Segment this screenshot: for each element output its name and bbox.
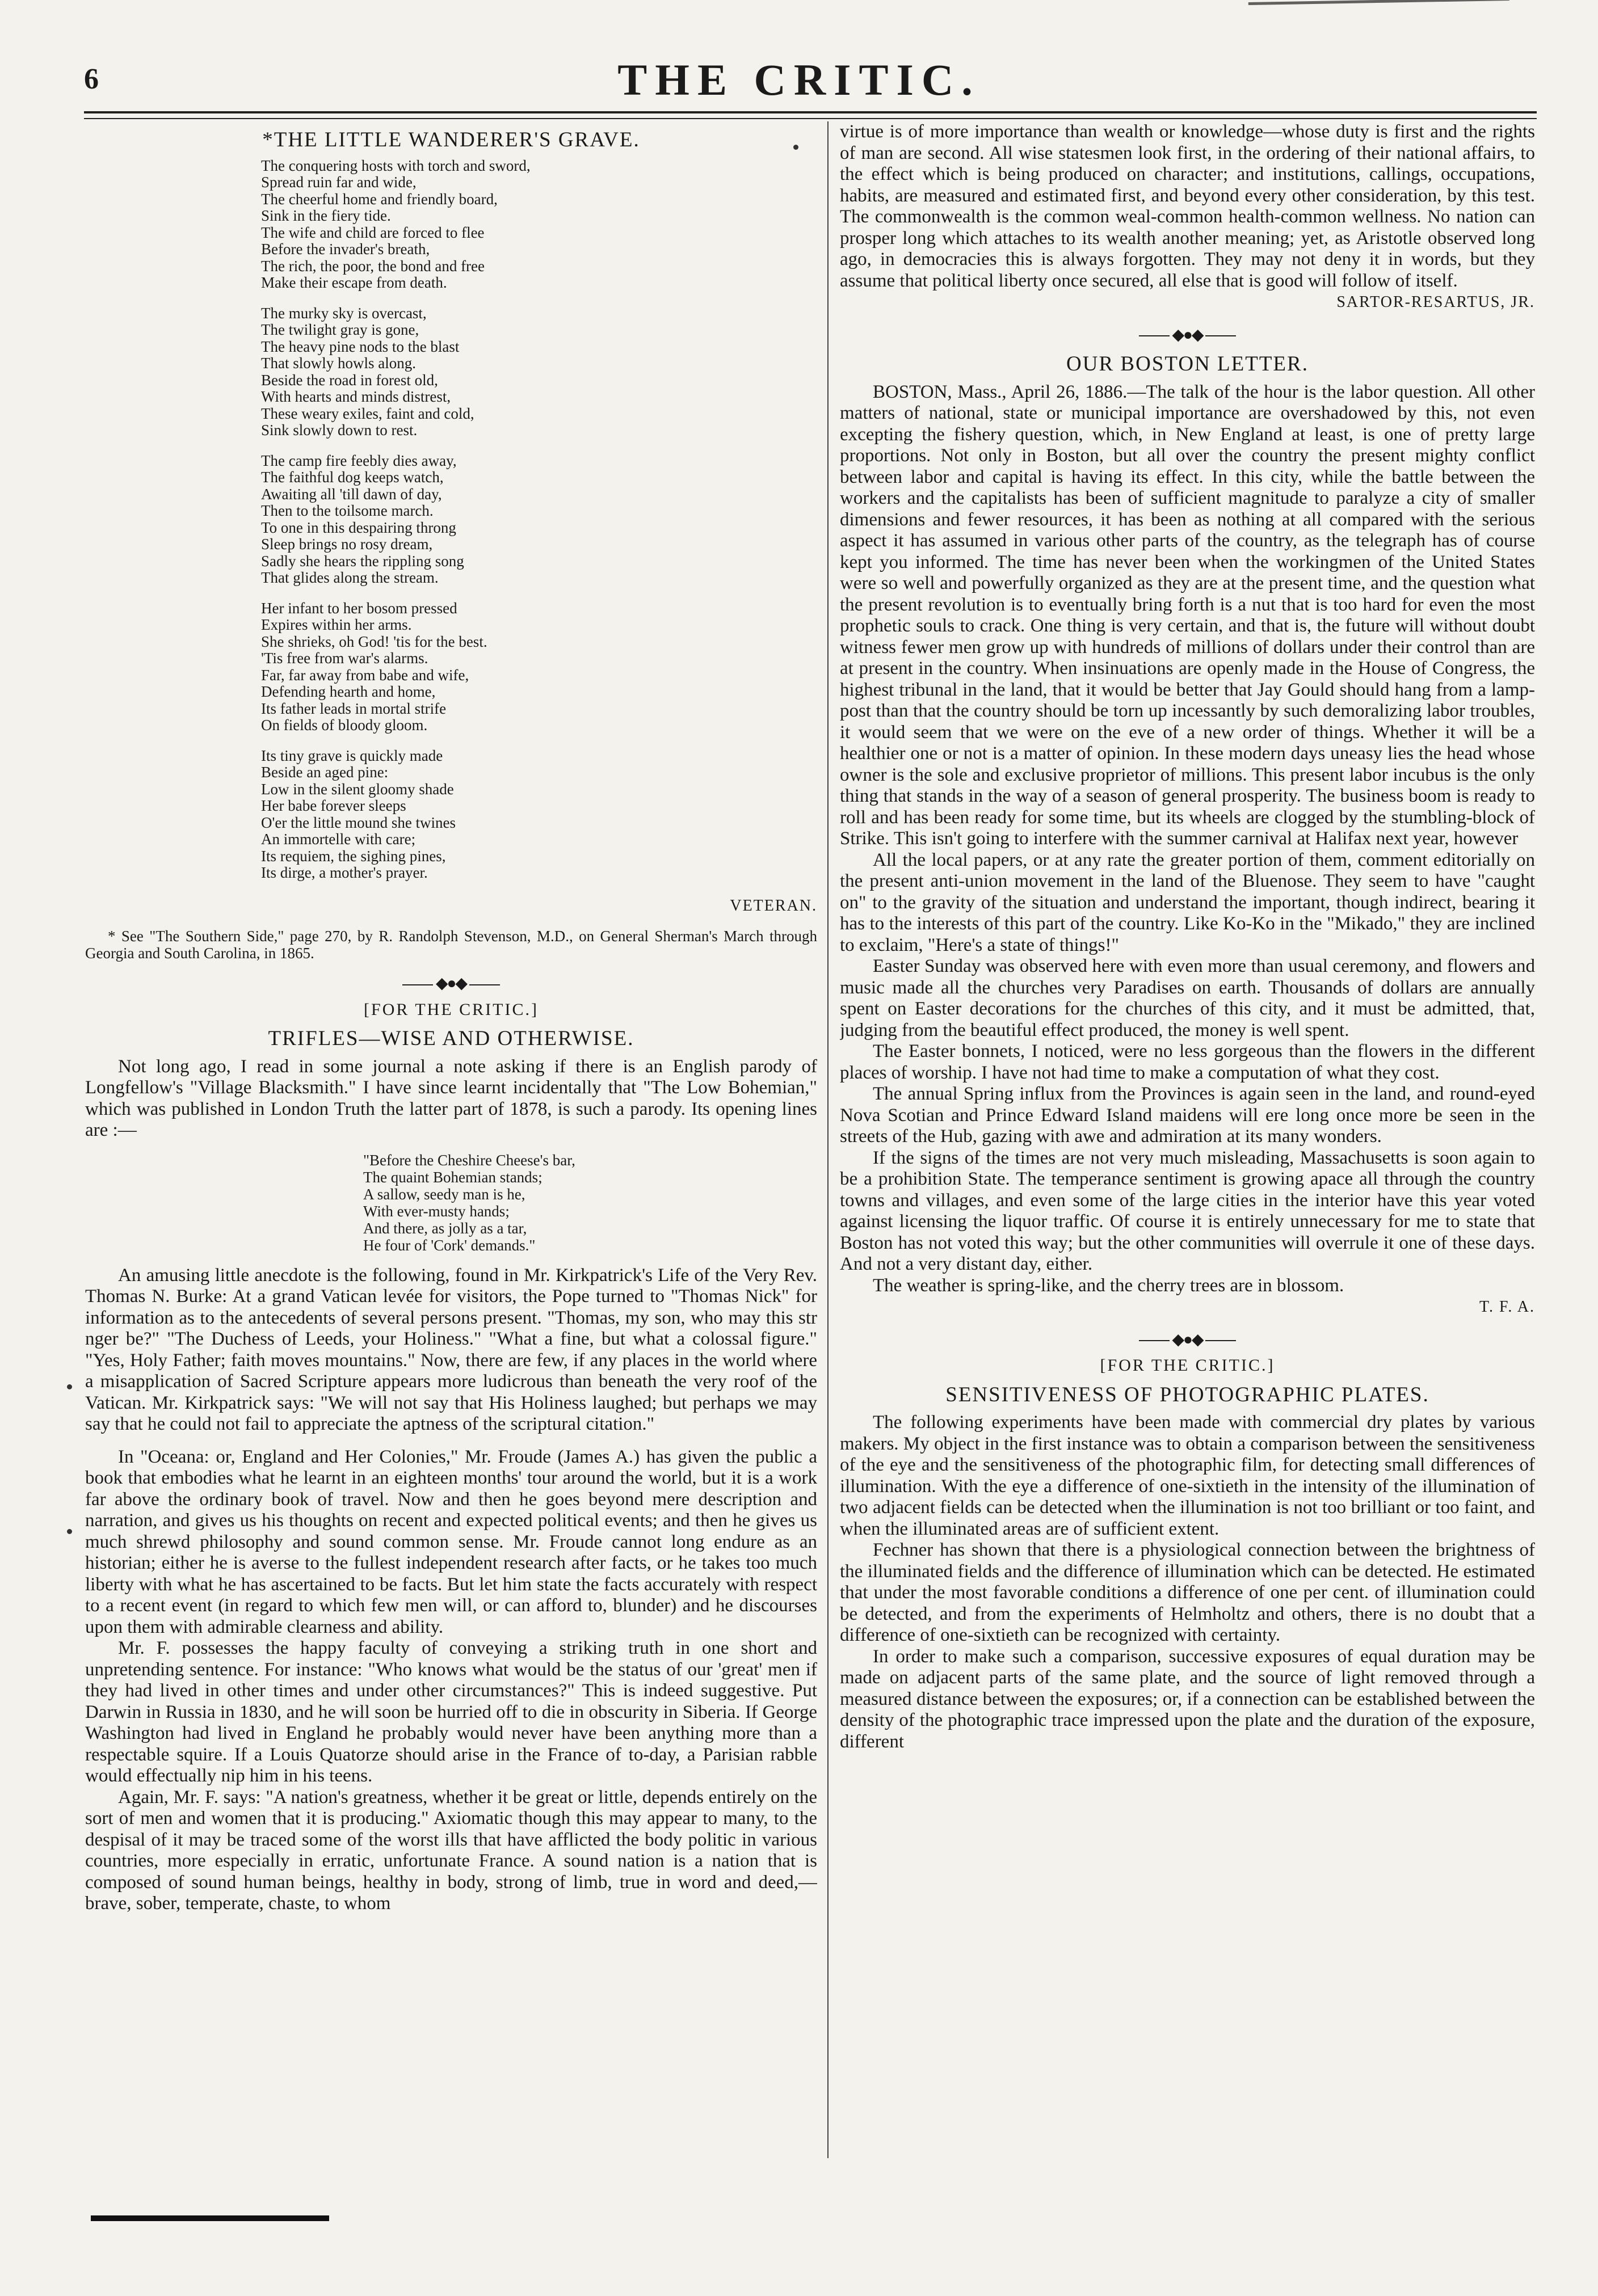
poem-line: The heavy pine nods to the blast <box>261 338 460 355</box>
poem-line: That slowly howls along. <box>261 355 416 372</box>
poem-line: Beside an aged pine: <box>261 764 389 781</box>
poem-line: Sleep brings no rosy dream, <box>261 536 433 553</box>
photo-kicker: [FOR THE CRITIC.] <box>1100 1356 1275 1375</box>
poem-line: These weary exiles, faint and cold, <box>261 405 474 422</box>
scan-speck <box>793 145 798 150</box>
poem-line: Expires within her arms. <box>261 616 412 633</box>
poem-line: Its tiny grave is quickly made <box>261 747 443 764</box>
trifles-paragraph: Mr. F. possesses the happy faculty of conveying a striking truth in one short and unpretending sentence. For instance: "Who knows what would be the status of our 'great' men if they had lived in other times and under other circumstances?" This is indeed suggestive. Put Darwin in Russia in 1830, and he will soon be hurried off to die in obscurity in Siberia. If George Washington had lived in England he probably would never have been anything more than a respectable squire. If a Louis Quatorze should arise in the France of to-day, a Parisian rabble would effectually nip him in his teens. <box>85 1638 817 1786</box>
scan-edge-mark <box>91 2215 329 2221</box>
photo-paragraph: The following experiments have been made with commercial dry plates by various makers. My object in the first instance was to obtain a comparison between the sensitiveness of the eye and the sensitiveness of the photographic film, for detecting small differences of illumination. With the eye a difference of one-sixtieth in the intensity of the illumination of two adjacent fields can be detected when the illumination is not too brilliant or too faint, and when the illuminated areas are of sufficient extent. <box>840 1412 1535 1539</box>
poem-line: Defending hearth and home, <box>261 683 436 700</box>
boston-signature: T. F. A. <box>1479 1298 1535 1316</box>
trifles-paragraph: In "Oceana: or, England and Her Colonies," Mr. Froude (James A.) has given the public a book that embodies what he learnt in an eighteen months' tour around the world, but it is a work far above the ordinary book of travel. Now and then he goes beyond mere description and narration, and gives us his thoughts on recent and expected political events; and then he gives us much shrewd philosophy and sound common sense. Mr. Froude cannot long endure as an historian; either he is averse to the fullest independent research after facts, or he takes too much liberty with what he has ascertained to be facts. But let him state the facts accurately with respect to a recent event (in regard to which few men will, or can afford to, blunder) and he discourses upon them with admirable clearness and ability. <box>85 1446 817 1637</box>
boston-paragraph: If the signs of the times are not very much misleading, Massachusetts is soon again to be a prohibition State. The temperance sentiment is growing apace all through the country towns and villages, and even some of the large cities in the interior have this year voted against licensing the liquor traffic. Of course it is entirely unnecessary for me to state that Boston has not voted this way; but the other communities will overrule it one of these days. And not a very distant day, either. <box>840 1147 1535 1274</box>
page-number: 6 <box>84 63 99 95</box>
poem-line: To one in this despairing throng <box>261 519 456 536</box>
trifles-paragraph: Again, Mr. F. says: "A nation's greatness, whether it be great or little, depends entirely on the sort of men and women that it is producing." Axiomatic though this may appear to many, to the despisal of it may be traced some of the worst ills that have afflicted the body politic in various countries, more especially in erratic, unfortunate France. A sound nation is a nation that is composed of sound human beings, healthy in body, strong of limb, true in word and deed,—brave, sober, temperate, chaste, to whom <box>85 1787 817 1914</box>
poem-line: Low in the silent gloomy shade <box>261 780 454 798</box>
poem-line: Her infant to her bosom pressed <box>261 599 457 617</box>
poem-line: Her babe forever sleeps <box>261 797 406 814</box>
poem-line: Make their escape from death. <box>261 274 447 291</box>
quote-line: He four of 'Cork' demands." <box>363 1236 536 1254</box>
boston-paragraph: All the local papers, or at any rate the greater portion of them, comment editorially on the present anti-union movement in the land of the Bluenose. They seem to have "caught on" to the gravity of the situation and understand the important, though indirect, bearing it has to the interests of this part of the country. Like Ko-Ko in the "Mikado," they are inclined to exclaim, "Here's a state of things!" <box>840 849 1535 955</box>
parody-quote <box>363 1152 817 1254</box>
poem-title: *THE LITTLE WANDERER'S GRAVE. <box>262 128 640 151</box>
poem-line: Its requiem, the sighing pines, <box>261 847 446 865</box>
poem-stanza <box>261 600 817 734</box>
quote-line: With ever-musty hands; <box>363 1202 510 1220</box>
poem-line: The rich, the poor, the bond and free <box>261 257 485 275</box>
poem-body <box>261 158 817 882</box>
scan-speck <box>67 1384 72 1389</box>
poem-line: An immortelle with care; <box>261 831 416 848</box>
poem-line: Its dirge, a mother's prayer. <box>261 864 428 881</box>
poem-line: Beside the road in forest old, <box>261 371 438 389</box>
poem-line: The faithful dog keeps watch, <box>261 469 444 486</box>
masthead-title: THE CRITIC. <box>617 55 981 104</box>
trifles-paragraph: An amusing little anecdote is the following, found in Mr. Kirkpatrick's Life of the Very Rev. Thomas N. Burke: At a grand Vatican levée for visitors, the Pope turned to "Thomas Nick" for information as to the antecedents of several persons present. "Thomas, my son, who may this str nger be?" "The Duchess of Leeds, your Holiness." "What a fine, but what a colossal figure." "Yes, Holy Father; faith moves mountains." Now, there are few, if any places in the world where a misapplication of Sacred Scripture appears more ludicrous than beneath the very roof of the Vatican. Mr. Kirkpatrick says: "We will not say that His Holiness laughed; but perhaps we may say that he could not fail to appreciate the aptness of the scriptural citation." <box>85 1265 817 1434</box>
trifles-title: TRIFLES—WISE AND OTHERWISE. <box>268 1027 634 1050</box>
poem-line: Awaiting all 'till dawn of day, <box>261 485 442 503</box>
poem-signature: VETERAN. <box>730 896 817 915</box>
continued-signature: SARTOR-RESARTUS, JR. <box>1336 293 1535 311</box>
poem-line: Spread ruin far and wide, <box>261 174 417 191</box>
poem-line: The cheerful home and friendly board, <box>261 190 498 208</box>
poem-line: Then to the toilsome march. <box>261 502 434 519</box>
poem-line: On fields of bloody gloom. <box>261 717 428 734</box>
poem-line: The conquering hosts with torch and sword, <box>261 157 531 174</box>
poem-line: That glides along the stream. <box>261 569 439 586</box>
quote-line: The quaint Bohemian stands; <box>363 1168 543 1186</box>
section-ornament: ◆●◆ <box>840 325 1535 346</box>
poem-stanza <box>261 305 817 439</box>
poem-line: With hearts and minds distrest, <box>261 388 451 405</box>
poem-line: Sink slowly down to rest. <box>261 422 418 439</box>
quote-line: "Before the Cheshire Cheese's bar, <box>363 1151 575 1169</box>
boston-paragraph: The annual Spring influx from the Provinces is again seen in the land, and round-eyed Nova Scotian and Prince Edward Island maidens will ere long once more be seen in the streets of the Hub, gazing with awe and admiration at its many wonders. <box>840 1084 1535 1147</box>
boston-paragraph: Easter Sunday was observed here with even more than usual ceremony, and flowers and music made all the churches very Paradises on earth. Thousands of dollars are annually spent on Easter decorations for the churches of this city, and it must be admitted, that, judging from the beautiful effect produced, the money is well spent. <box>840 956 1535 1040</box>
quote-line: A sallow, seedy man is he, <box>363 1185 525 1203</box>
boston-paragraph: BOSTON, Mass., April 26, 1886.—The talk of the hour is the labor question. All other matters of national, state or municipal importance are overshadowed by this, not even excepting the fishery question, which, in New England at least, is one of pretty large proportions. Not only in Boston, but all over the country the present mighty conflict between labor and capital is having its effect. In this city, while the battle between the workers and the capitalists has been of sufficient magnitude to paralyze a city of smaller dimensions and fewer resources, it has been as nothing at all compared with the serious aspect it has assumed in various other parts of the country, as the telegraph has of course kept you informed. The time has never been when the workingmen of the United States were so well and powerfully organized as they are at the present time, and the question what the present revolution is to eventually bring forth is a nut that is too hard for even the most prophetic souls to crack. One thing is very certain, and that is, the future will without doubt witness fewer men grow up with hundreds of millions of dollars under their control than are at present in the country. When insinuations are openly made in the House of Congress, the highest tribunal in the land, that it would be better that Jay Gould should hang from a lamp-post than that the country should be torn up incessantly by such demoralizing labor troubles, it would seem that we were on the eve of a new order of things. Whether it will be a healthier one or not is a matter of opinion. In these modern days uneasy lies the head whose owner is the sole and exclusive proprietor of millions. This present labor incubus is the only thing that stands in the way of a season of general prosperity. The business boom is ready to roll and has been ready for some time, but its wheels are clogged by the stumbling-block of Strike. This isn't going to interfere with the summer carnival at Halifax next year, however <box>840 381 1535 849</box>
poem-line: Far, far away from babe and wife, <box>261 666 469 684</box>
header-rule <box>84 111 1537 119</box>
boston-paragraph: The Easter bonnets, I noticed, were no less gorgeous than the flowers in the different places of worship. I have not had time to make a computation of what they cost. <box>840 1041 1535 1083</box>
right-column <box>840 121 1535 2209</box>
photo-article-title: SENSITIVENESS OF PHOTOGRAPHIC PLATES. <box>945 1383 1429 1406</box>
poem-line: Its father leads in mortal strife <box>261 700 447 717</box>
column-divider <box>827 121 829 2158</box>
section-ornament: ◆●◆ <box>85 973 817 995</box>
poem-line: The camp fire feebly dies away, <box>261 452 457 469</box>
poem-line: The twilight gray is gone, <box>261 321 419 338</box>
scan-speck <box>67 1529 72 1534</box>
poem-line: She shrieks, oh God! 'tis for the best. <box>261 633 487 650</box>
poem-line: The wife and child are forced to flee <box>261 224 485 241</box>
trifles-kicker: [FOR THE CRITIC.] <box>364 1000 539 1019</box>
photo-paragraph: Fechner has shown that there is a physiological connection between the brightness of the illuminated fields and the difference of illumination which can be detected. He estimated that under the most favorable conditions a difference of one per cent. of illumination could be detected, and from the experiments of Helmholtz and others, there is no doubt that a difference of one-sixtieth can be recognized with certainty. <box>840 1540 1535 1645</box>
section-ornament: ◆●◆ <box>840 1329 1535 1351</box>
photo-paragraph: In order to make such a comparison, successive exposures of equal duration may be made on adjacent parts of the same plate, and the source of light removed through a measured distance between the exposures; or, if a connection can be established between the density of the photographic trace impressed upon the plate and the duration of the exposure, different <box>840 1646 1535 1752</box>
poem-line: O'er the little mound she twines <box>261 814 456 831</box>
quote-line: And there, as jolly as a tar, <box>363 1219 527 1237</box>
poem-line: Sadly she hears the rippling song <box>261 552 464 570</box>
boston-paragraph: The weather is spring-like, and the cherry trees are in blossom. <box>873 1275 1344 1296</box>
poem-stanza <box>261 453 817 587</box>
scan-edge-mark <box>1248 0 1509 19</box>
left-column <box>85 121 817 2209</box>
poem-line: Sink in the fiery tide. <box>261 207 391 224</box>
boston-letter-title: OUR BOSTON LETTER. <box>1066 352 1309 376</box>
continued-paragraph: virtue is of more importance than wealth or knowledge—whose duty is first and the rights of man are second. All wise statesmen look first, in the ordering of their national affairs, to the effect which is being produced on character; and institutions, callings, occupations, habits, are measured and estimated first, and beyond every other consideration, by this test. The commonwealth is the common weal-common health-common wellness. No nation can prosper long which attaches to its wealth another meaning; yet, as Aristotle observed long ago, in democracies this is always forgotten. They may not deny it in words, but they assume that political liberty once secured, all else that is good will follow of itself. <box>840 121 1535 291</box>
poem-stanza <box>261 158 817 292</box>
poem-line: The murky sky is overcast, <box>261 304 427 322</box>
poem-line: Before the invader's breath, <box>261 241 430 258</box>
poem-footnote: * See "The Southern Side," page 270, by R. Randolph Stevenson, M.D., on General Sherman's March through Georgia and South Carolina, in 1865. <box>85 928 817 962</box>
poem-line: 'Tis free from war's alarms. <box>261 650 428 667</box>
trifles-paragraph: Not long ago, I read in some journal a note asking if there is an English parody of Longfellow's "Village Blacksmith." I have since learnt incidentally that "The Low Bohemian," which was published in London Truth the latter part of 1878, is such a parody. Its opening lines are :— <box>85 1056 817 1140</box>
poem-stanza <box>261 748 817 882</box>
